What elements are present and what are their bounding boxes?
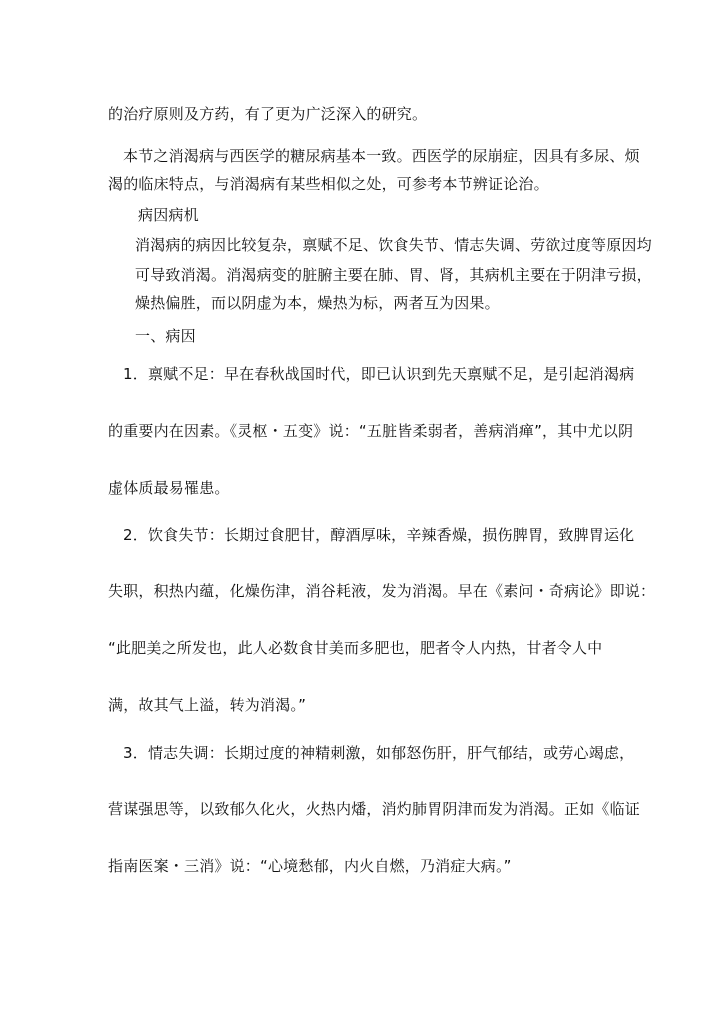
section-heading-etiology: 病因病机 <box>138 206 199 224</box>
cause-1-line-1: 1．禀赋不足：早在春秋战国时代，即已认识到先天禀赋不足，是引起消渴病 <box>123 365 635 383</box>
paragraph-1-line-2: 渴的临床特点，与消渴病有某些相似之处，可参考本节辨证论治。 <box>108 175 549 193</box>
cause-1-line-2: 的重要内在因素。《灵枢・五变》说：“五脏皆柔弱者，善病消瘅”，其中尤以阴 <box>108 422 634 440</box>
cause-2-line-1: 2．饮食失节：长期过食肥甘，醇酒厚味，辛辣香燥，损伤脾胃，致脾胃运化 <box>123 526 635 544</box>
cause-1-line-3: 虚体质最易罹患。 <box>108 479 230 497</box>
section-heading-causes: 一、病因 <box>135 327 196 345</box>
paragraph-2-line-3: 燥热偏胜，而以阴虚为本，燥热为标，两者互为因果。 <box>135 294 500 312</box>
intro-line: 的治疗原则及方药，有了更为广泛深入的研究。 <box>108 105 428 123</box>
cause-2-line-4: 满，故其气上溢，转为消渴。” <box>108 696 307 714</box>
cause-2-line-3: “此肥美之所发也，此人必数食甘美而多肥也，肥者令人内热，甘者令人中 <box>108 639 603 657</box>
cause-3-line-1: 3．情志失调：长期过度的神精刺激，如郁怒伤肝，肝气郁结，或劳心竭虑， <box>123 744 635 762</box>
cause-2-line-2: 失职，积热内蕴，化燥伤津，消谷耗液，发为消渴。早在《素问・奇病论》即说： <box>108 582 656 600</box>
paragraph-2-line-1: 消渴病的病因比较复杂，禀赋不足、饮食失节、情志失调、劳欲过度等原因均 <box>135 236 652 254</box>
cause-3-line-2: 营谋强思等，以致郁久化火，火热内燔，消灼肺胃阴津而发为消渴。正如《临证 <box>108 800 641 818</box>
paragraph-2-line-2: 可导致消渴。消渴病变的脏腑主要在肺、胃、肾，其病机主要在于阴津亏损， <box>135 266 652 284</box>
cause-3-line-3: 指南医案・三消》说：“心境愁郁，内火自燃，乃消症大病。” <box>108 857 512 875</box>
paragraph-1-line-1: 本节之消渴病与西医学的糖尿病基本一致。西医学的尿崩症，因具有多尿、烦 <box>123 147 640 165</box>
